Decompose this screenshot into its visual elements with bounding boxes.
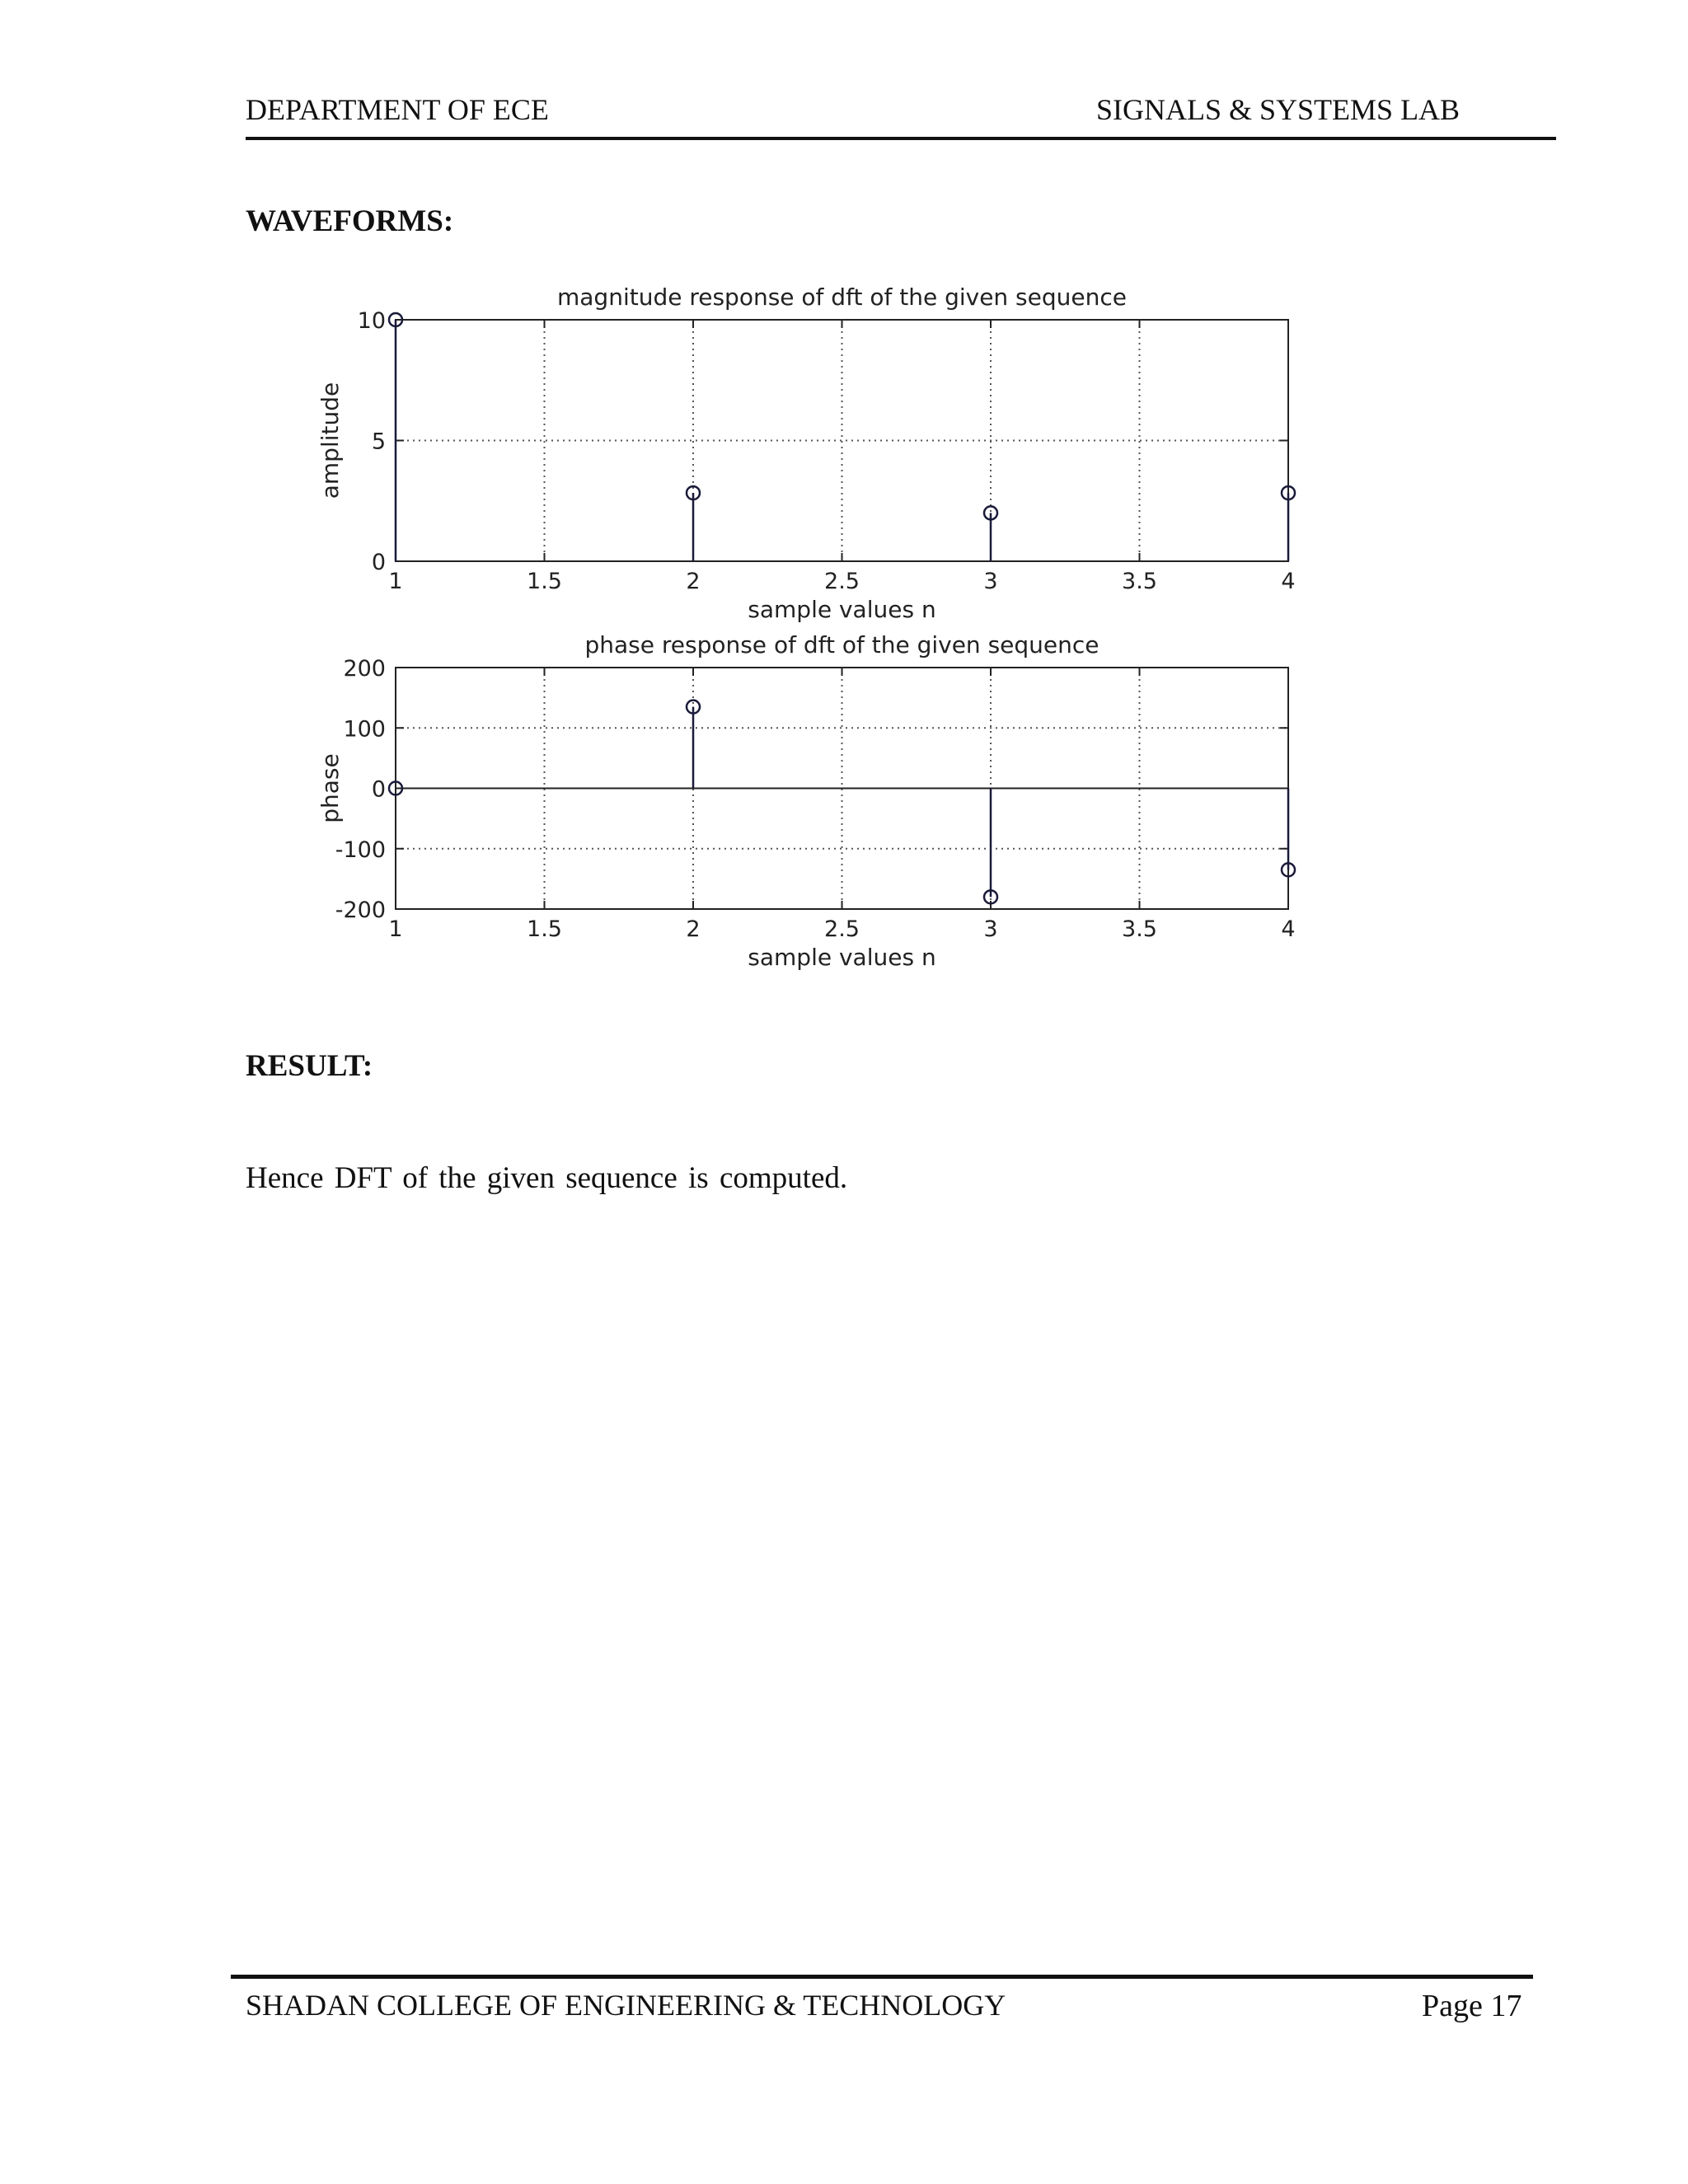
x-tick-label: 4 bbox=[1281, 916, 1296, 942]
footer-college: SHADAN COLLEGE OF ENGINEERING & TECHNOLOGY bbox=[246, 1989, 1006, 2022]
x-axis-label: sample values n bbox=[748, 596, 936, 623]
x-tick-label: 4 bbox=[1281, 569, 1296, 594]
waveform-figure bbox=[280, 264, 1319, 989]
x-tick-label: 2 bbox=[686, 569, 701, 594]
header-department: DEPARTMENT OF ECE bbox=[246, 93, 549, 126]
y-tick-label: -100 bbox=[335, 837, 386, 863]
chart-1 bbox=[316, 284, 1296, 623]
waveforms-heading: WAVEFORMS: bbox=[246, 204, 454, 238]
x-tick-label: 3 bbox=[983, 916, 998, 942]
x-tick-label: 1 bbox=[388, 916, 403, 942]
y-tick-label: 0 bbox=[371, 550, 386, 575]
y-tick-label: 5 bbox=[371, 429, 386, 455]
x-tick-label: 1.5 bbox=[527, 916, 562, 942]
y-tick-label: 100 bbox=[343, 716, 386, 743]
waveform-svg bbox=[280, 264, 1319, 989]
footer-page-number: Page 17 bbox=[1422, 1989, 1522, 2023]
chart-title: phase response of dft of the given sequence bbox=[584, 631, 1100, 658]
y-tick-label: 10 bbox=[357, 308, 386, 334]
y-tick-label: 0 bbox=[371, 776, 386, 803]
x-axis-label: sample values n bbox=[748, 944, 936, 971]
x-tick-label: 3.5 bbox=[1122, 916, 1157, 942]
x-tick-label: 1 bbox=[388, 569, 403, 594]
footer-rule bbox=[231, 1975, 1533, 1979]
x-tick-label: 1.5 bbox=[527, 569, 562, 594]
chart-2 bbox=[316, 631, 1296, 971]
y-axis-label: phase bbox=[316, 753, 344, 823]
header-lab-name: SIGNALS & SYSTEMS LAB bbox=[1096, 93, 1461, 126]
result-text: Hence DFT of the given sequence is computed. bbox=[246, 1161, 848, 1195]
x-tick-label: 3.5 bbox=[1122, 569, 1157, 594]
x-tick-label: 2 bbox=[686, 916, 701, 942]
y-tick-label: -200 bbox=[335, 898, 386, 923]
header-rule bbox=[246, 137, 1556, 140]
y-axis-label: amplitude bbox=[316, 382, 344, 499]
y-tick-label: 200 bbox=[343, 656, 386, 682]
chart-title: magnitude response of dft of the given sequence bbox=[556, 284, 1128, 311]
x-tick-label: 2.5 bbox=[824, 916, 860, 942]
result-heading: RESULT: bbox=[246, 1049, 373, 1083]
x-tick-label: 2.5 bbox=[824, 569, 860, 594]
x-tick-label: 3 bbox=[983, 569, 998, 594]
